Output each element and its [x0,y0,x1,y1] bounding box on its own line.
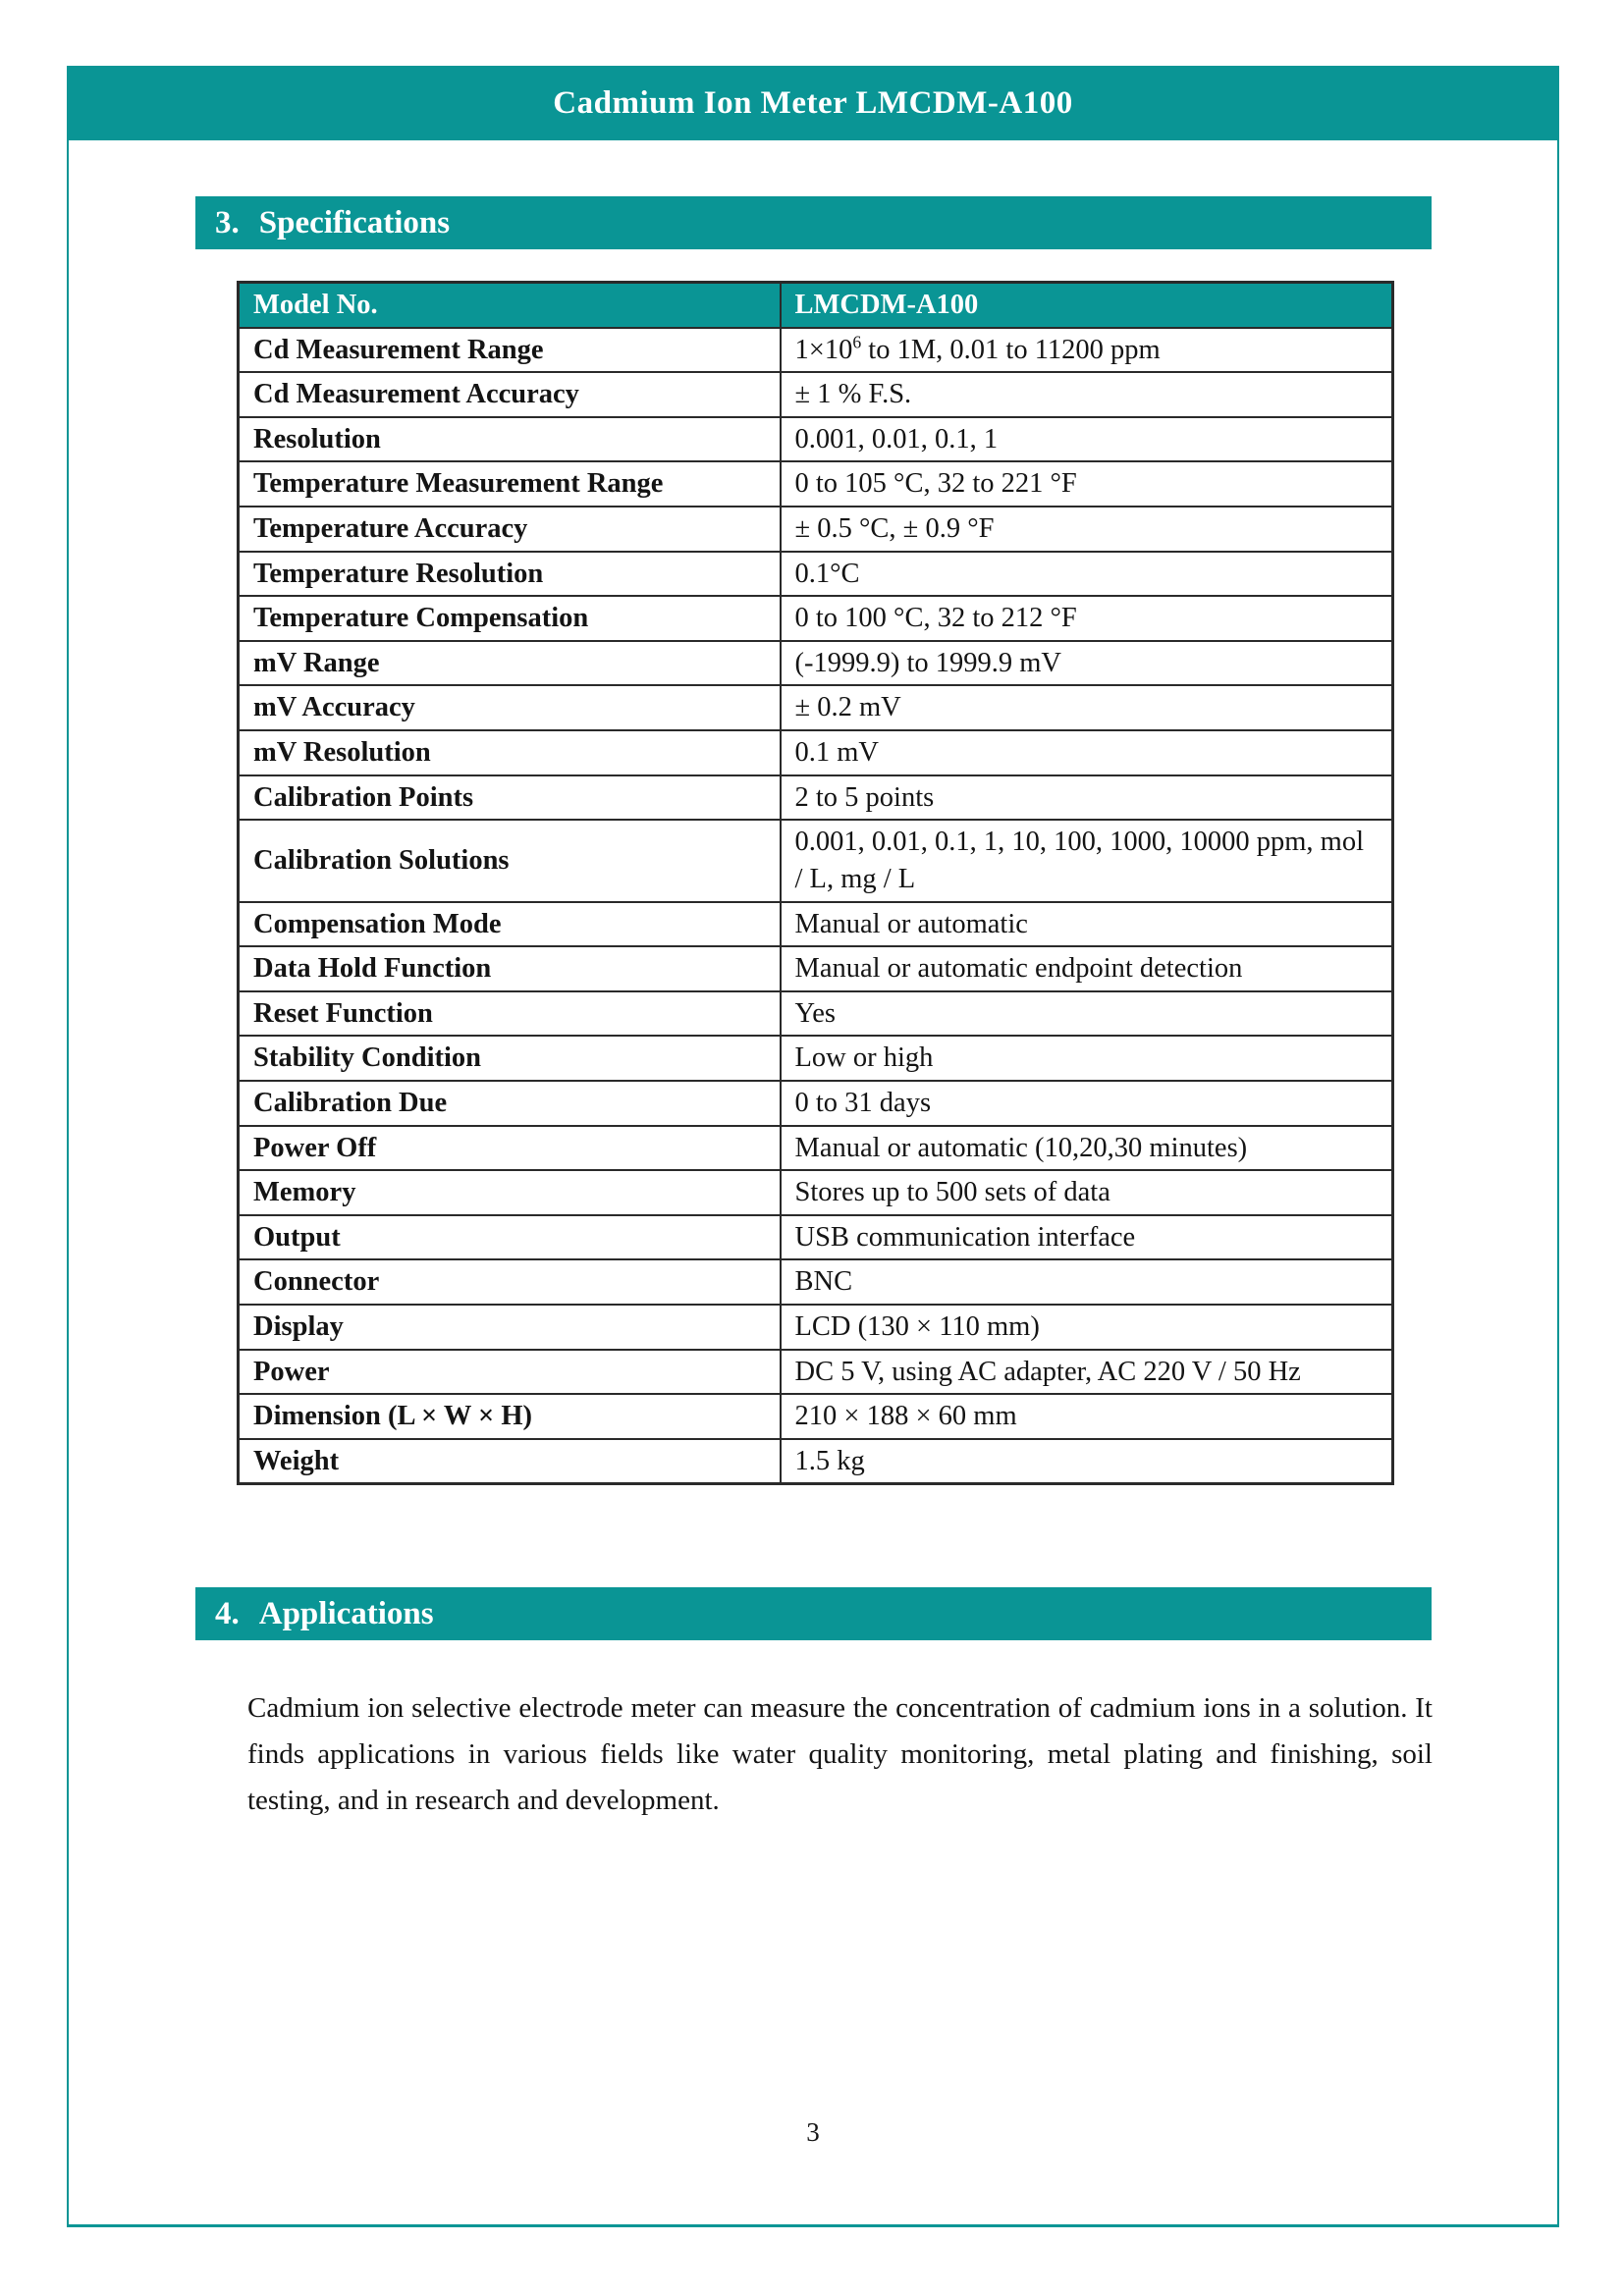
spec-table-row [239,461,1393,507]
spec-value: 0.001, 0.01, 0.1, 1, 10, 100, 1000, 10000 ppm, mol / L, mg / L [781,820,1393,901]
section-number: 3. [215,204,240,240]
spec-value: 2 to 5 points [781,775,1393,821]
spec-value: Manual or automatic endpoint detection [781,946,1393,991]
spec-label: Stability Condition [239,1036,781,1081]
spec-label: Resolution [239,417,781,462]
spec-label: Compensation Mode [239,902,781,947]
spec-table-row [239,1259,1393,1305]
spec-table-row [239,902,1393,947]
spec-label: mV Range [239,641,781,686]
spec-label: Connector [239,1259,781,1305]
spec-value: Low or high [781,1036,1393,1081]
table-header-model-value: LMCDM-A100 [781,283,1393,328]
spec-value: 210 × 188 × 60 mm [781,1394,1393,1439]
section-title: Specifications [258,204,451,240]
spec-label: Cd Measurement Range [239,328,781,373]
spec-label: Temperature Accuracy [239,507,781,552]
spec-table-row [239,417,1393,462]
spec-label: Power [239,1350,781,1395]
document-title: Cadmium Ion Meter LMCDM-A100 [553,84,1073,121]
spec-table-row [239,596,1393,641]
spec-table-row [239,685,1393,730]
spec-value: USB communication interface [781,1215,1393,1260]
spec-value: ± 0.5 °C, ± 0.9 °F [781,507,1393,552]
spec-label: mV Resolution [239,730,781,775]
spec-table-row [239,1126,1393,1171]
spec-table-row [239,552,1393,597]
spec-label: mV Accuracy [239,685,781,730]
spec-label: Display [239,1305,781,1350]
spec-value: ± 1 % F.S. [781,372,1393,417]
spec-value: Manual or automatic [781,902,1393,947]
spec-table-row [239,507,1393,552]
spec-label: Calibration Solutions [239,820,781,901]
spec-value [781,328,1393,373]
table-header-row [239,283,1393,328]
spec-value-superscript: 6 [852,332,862,352]
spec-label: Data Hold Function [239,946,781,991]
spec-value: 0 to 31 days [781,1081,1393,1126]
spec-value: 1.5 kg [781,1439,1393,1484]
spec-label: Reset Function [239,991,781,1037]
spec-value: Yes [781,991,1393,1037]
spec-table-row [239,1215,1393,1260]
spec-value: ± 0.2 mV [781,685,1393,730]
spec-table-row [239,1439,1393,1484]
spec-value: DC 5 V, using AC adapter, AC 220 V / 50 Hz [781,1350,1393,1395]
spec-table-row [239,730,1393,775]
section-number: 4. [215,1595,240,1631]
spec-label: Memory [239,1170,781,1215]
page-number: 3 [806,2117,820,2147]
spec-table-row [239,372,1393,417]
spec-label: Output [239,1215,781,1260]
spec-value-text: to 1M, 0.01 to 11200 ppm [861,334,1161,365]
spec-label: Temperature Measurement Range [239,461,781,507]
spec-table-row [239,946,1393,991]
spec-table-row [239,991,1393,1037]
section-heading-specifications [195,196,1432,249]
spec-label: Power Off [239,1126,781,1171]
section-heading-applications [195,1587,1432,1640]
spec-table-row [239,641,1393,686]
spec-label: Temperature Compensation [239,596,781,641]
spec-table-row [239,1305,1393,1350]
specifications-section [69,196,1557,1485]
spec-value: 0.1 mV [781,730,1393,775]
spec-value: LCD (130 × 110 mm) [781,1305,1393,1350]
spec-value: 0 to 105 °C, 32 to 221 °F [781,461,1393,507]
spec-label: Weight [239,1439,781,1484]
spec-value: 0.1°C [781,552,1393,597]
spec-value: 0 to 100 °C, 32 to 212 °F [781,596,1393,641]
spec-label: Calibration Due [239,1081,781,1126]
spec-table-row [239,1081,1393,1126]
specifications-table [237,281,1394,1485]
spec-table-row [239,1036,1393,1081]
spec-value: BNC [781,1259,1393,1305]
spec-table-row [239,1394,1393,1439]
spec-label: Temperature Resolution [239,552,781,597]
page-frame [67,66,1559,2227]
spec-value: Manual or automatic (10,20,30 minutes) [781,1126,1393,1171]
spec-value: Stores up to 500 sets of data [781,1170,1393,1215]
spec-table-row [239,820,1393,901]
spec-value: (-1999.9) to 1999.9 mV [781,641,1393,686]
document-title-band [69,66,1557,140]
applications-paragraph: Cadmium ion selective electrode meter can measure the concentration of cadmium ions in a solution. It finds applications in various fields like water quality monitoring, metal plating and finishing, soil testing, and in research and development. [247,1692,1433,1817]
spec-table-row [239,775,1393,821]
section-title: Applications [258,1595,434,1631]
spec-value-text: 1×10 [794,334,853,365]
spec-label: Cd Measurement Accuracy [239,372,781,417]
spec-table-row [239,1170,1393,1215]
spec-table-row [239,1350,1393,1395]
applications-section [69,1587,1557,1824]
table-header-model-label: Model No. [239,283,781,328]
spec-label: Calibration Points [239,775,781,821]
spec-value: 0.001, 0.01, 0.1, 1 [781,417,1393,462]
spec-label: Dimension (L × W × H) [239,1394,781,1439]
spec-table-row [239,328,1393,373]
